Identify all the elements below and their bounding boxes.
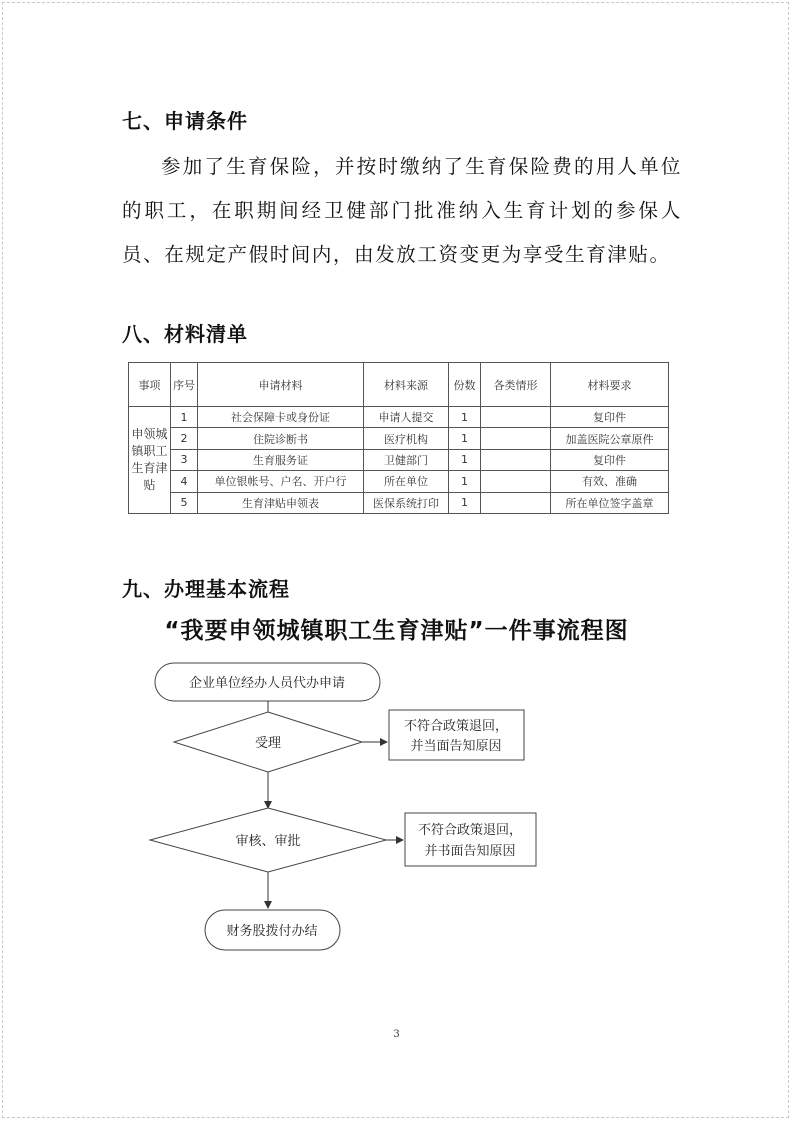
section-9-heading: 九、办理基本流程 <box>122 577 290 601</box>
case-cell <box>481 407 551 428</box>
copies-cell: 1 <box>449 492 481 513</box>
section-7-heading: 七、申请条件 <box>122 109 248 133</box>
requirement-cell: 复印件 <box>551 449 669 470</box>
source-cell: 申请人提交 <box>364 407 449 428</box>
case-cell <box>481 471 551 492</box>
requirement-cell: 所在单位签字盖章 <box>551 492 669 513</box>
material-cell: 单位银帐号、户名、开户行 <box>198 471 364 492</box>
flowchart-title: “我要申领城镇职工生育津贴”一件事流程图 <box>164 618 629 644</box>
case-cell <box>481 428 551 449</box>
source-cell: 卫健部门 <box>364 449 449 470</box>
review-label: 审核、审批 <box>235 834 301 849</box>
accept-label: 受理 <box>254 736 282 751</box>
table-header: 份数 <box>449 363 481 407</box>
source-cell: 医疗机构 <box>364 428 449 449</box>
case-cell <box>481 449 551 470</box>
category-cell: 申领城镇职工生育津贴 <box>129 407 171 514</box>
reject-1-line-1: 不符合政策退回， <box>403 719 509 734</box>
row-number: 4 <box>171 471 198 492</box>
row-number: 1 <box>171 407 198 428</box>
reject-2-line-1: 不符合政策退回， <box>417 823 523 838</box>
table-row <box>129 471 669 492</box>
requirement-cell: 加盖医院公章原件 <box>551 428 669 449</box>
table-header-row <box>129 363 669 407</box>
material-cell: 生育津贴申领表 <box>198 492 364 513</box>
requirement-cell: 复印件 <box>551 407 669 428</box>
table-header: 事项 <box>129 363 171 407</box>
table-row <box>129 428 669 449</box>
page-number: 3 <box>393 1029 400 1040</box>
table-header: 材料来源 <box>364 363 449 407</box>
copies-cell: 1 <box>449 407 481 428</box>
case-cell <box>481 492 551 513</box>
reject-2-line-2: 并书面告知原因 <box>424 844 516 859</box>
table-row <box>129 449 669 470</box>
table-row <box>129 407 669 428</box>
requirement-cell: 有效、准确 <box>551 471 669 492</box>
section-7-paragraph: 参加了生育保险，并按时缴纳了生育保险费的用人单位的职工，在职期间经卫健部门批准纳入生育计划的参保人员、在规定产假时间内，由发放工资变更为享受生育津贴。 <box>122 155 682 266</box>
source-cell: 医保系统打印 <box>364 492 449 513</box>
section-8-heading: 八、材料清单 <box>122 322 248 346</box>
end-label: 财务股拨付办结 <box>226 924 318 939</box>
start-label: 企业单位经办人员代办申请 <box>188 676 346 691</box>
material-cell: 社会保障卡或身份证 <box>198 407 364 428</box>
copies-cell: 1 <box>449 471 481 492</box>
material-cell: 住院诊断书 <box>198 428 364 449</box>
table-header: 申请材料 <box>198 363 364 407</box>
flowchart <box>0 650 793 970</box>
table-header: 各类情形 <box>481 363 551 407</box>
copies-cell: 1 <box>449 428 481 449</box>
table-row <box>129 492 669 513</box>
reject-1-line-2: 并当面告知原因 <box>410 739 502 754</box>
row-number: 3 <box>171 449 198 470</box>
row-number: 5 <box>171 492 198 513</box>
row-number: 2 <box>171 428 198 449</box>
material-cell: 生育服务证 <box>198 449 364 470</box>
table-header: 材料要求 <box>551 363 669 407</box>
materials-table <box>128 362 669 514</box>
copies-cell: 1 <box>449 449 481 470</box>
table-header: 序号 <box>171 363 198 407</box>
source-cell: 所在单位 <box>364 471 449 492</box>
